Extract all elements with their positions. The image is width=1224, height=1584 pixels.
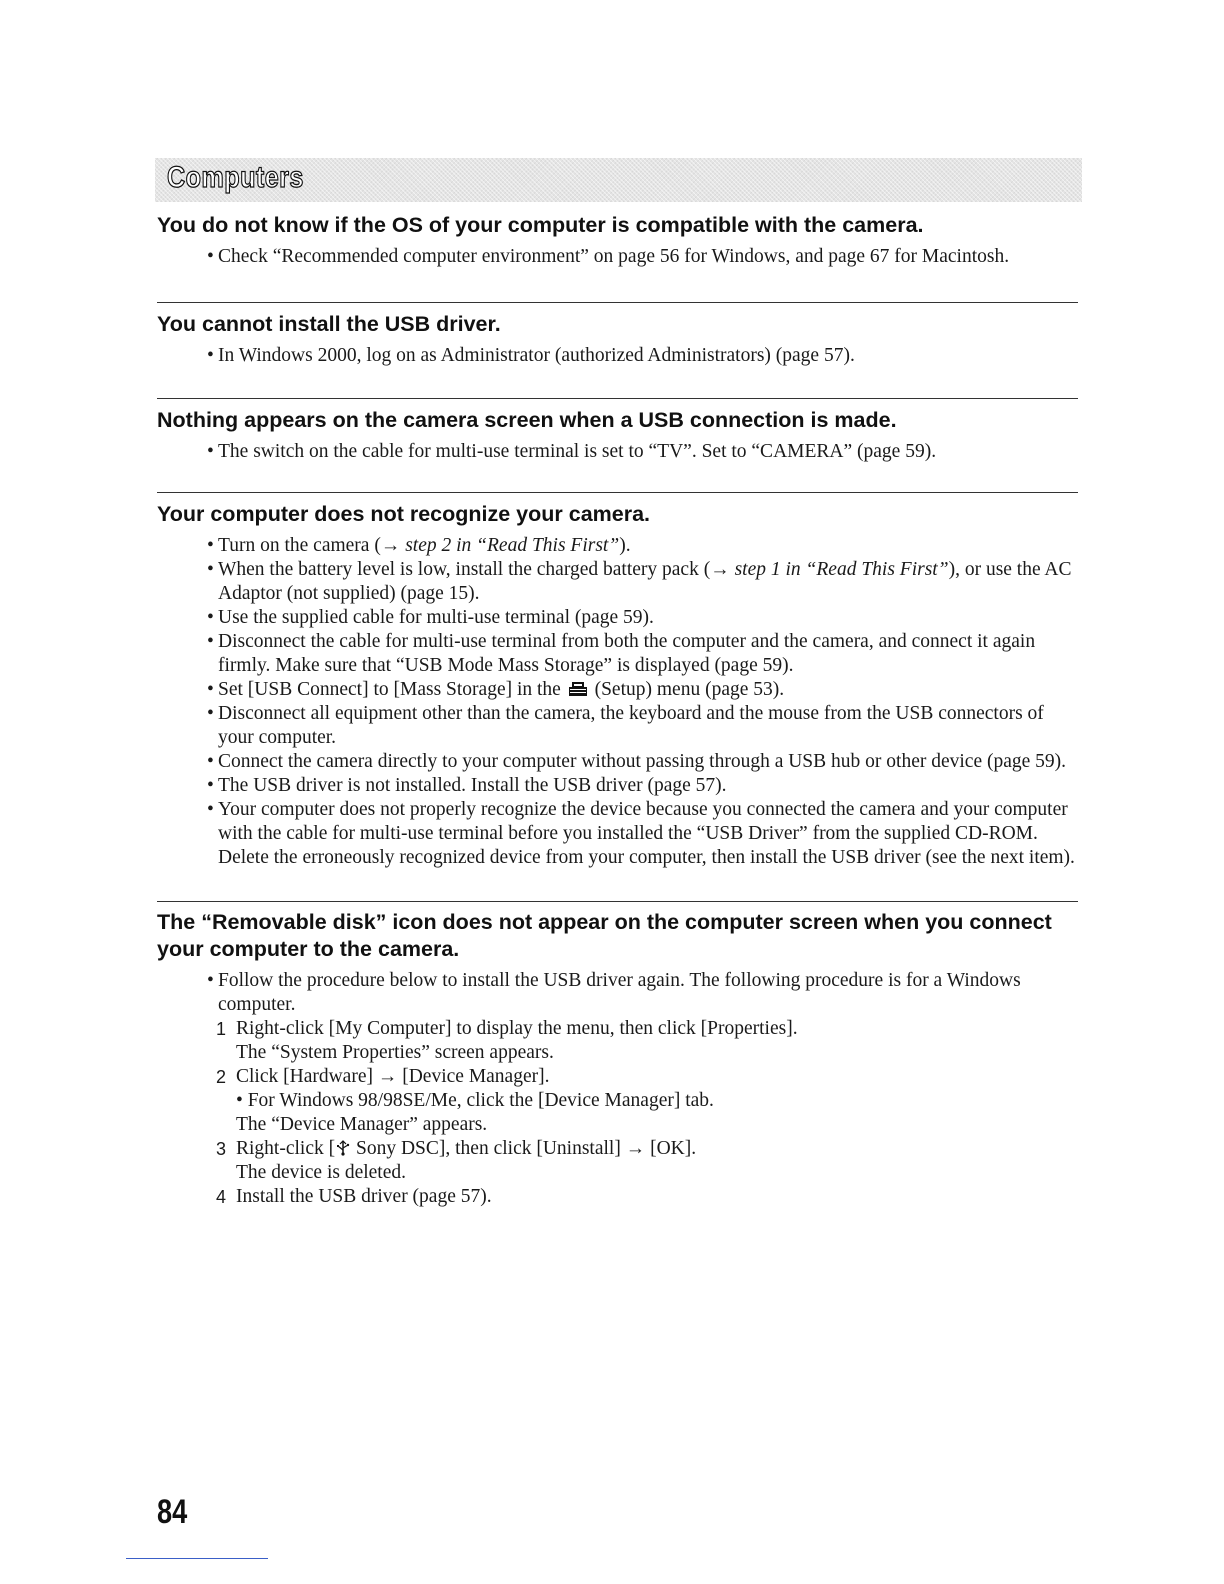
divider — [157, 492, 1078, 493]
qa-item — [157, 501, 1078, 870]
problem-heading: The “Removable disk” icon does not appear on the computer screen when you connect your computer to the camera. — [157, 910, 1052, 961]
solution-item: • Set [USB Connect] to [Mass Storage] in the (Setup) menu (page 53). — [207, 679, 785, 700]
usb-device-icon — [335, 1140, 351, 1156]
step-result: The device is deleted. — [236, 1162, 407, 1183]
setup-icon — [568, 680, 588, 697]
qa-item — [157, 407, 1078, 464]
procedure-steps — [218, 1017, 1078, 1209]
problem-heading: You do not know if the OS of your computer is compatible with the camera. — [157, 213, 924, 237]
divider — [157, 302, 1078, 303]
troubleshooting-content — [157, 212, 1078, 1209]
section-banner — [155, 158, 1082, 202]
qa-item — [157, 212, 1078, 269]
step-result: The “Device Manager” appears. — [236, 1114, 488, 1135]
problem-heading: Nothing appears on the camera screen when a USB connection is made. — [157, 408, 897, 432]
solution-list — [207, 440, 1078, 464]
solution-list — [207, 969, 1078, 1017]
solution-list — [207, 344, 1078, 368]
solution-item: • When the battery level is low, install the charged battery pack (→ step 1 in “Read This First”), or use the AC Adaptor (not supplied) (page 15). — [207, 559, 1072, 604]
arrow-glyph: → — [625, 1138, 646, 1159]
divider — [157, 901, 1078, 902]
qa-item — [157, 909, 1078, 1209]
footer-rule — [126, 1558, 268, 1559]
section-title: Computers — [167, 161, 304, 194]
arrow-glyph: → — [710, 559, 730, 580]
solution-item: • Connect the camera directly to your computer without passing through a USB hub or other device (page 59). — [207, 751, 1067, 772]
solution-list — [207, 534, 1078, 870]
solution-item: • The switch on the cable for multi-use terminal is set to “TV”. Set to “CAMERA” (page 59). — [207, 441, 937, 462]
solution-item: • The USB driver is not installed. Install the USB driver (page 57). — [207, 775, 727, 796]
page-number: 84 — [157, 1493, 188, 1531]
step-result: The “System Properties” screen appears. — [236, 1042, 554, 1063]
problem-heading: You cannot install the USB driver. — [157, 312, 501, 336]
procedure-step: 3 Right-click [ Sony DSC], then click [Uninstall] → [OK]. The device is deleted. — [216, 1137, 1078, 1185]
arrow-glyph: → — [377, 1066, 398, 1087]
procedure-step: 2 Click [Hardware] → [Device Manager]. • For Windows 98/98SE/Me, click the [Device Manager] tab. The “Device Manager” appears. — [216, 1065, 1078, 1137]
divider — [157, 398, 1078, 399]
arrow-glyph: → — [380, 535, 401, 556]
procedure-step: 1 Right-click [My Computer] to display the menu, then click [Properties]. The “System Properties” screen appears. — [216, 1017, 1078, 1065]
solution-item: • Turn on the camera (→ step 2 in “Read This First”). — [207, 535, 631, 556]
solution-item: • Follow the procedure below to install the USB driver again. The following procedure is for a Windows computer. — [207, 970, 1021, 1015]
solution-item: • Disconnect the cable for multi-use terminal from both the computer and the camera, and connect it again firmly. Make sure that “USB Mode Mass Storage” is displayed (page 59). — [207, 631, 1036, 676]
problem-heading: Your computer does not recognize your camera. — [157, 502, 651, 526]
solution-item: • Check “Recommended computer environment” on page 56 for Windows, and page 67 for Macintosh. — [207, 246, 1010, 267]
step-sub-bullet: • For Windows 98/98SE/Me, click the [Device Manager] tab. — [236, 1090, 714, 1111]
solution-item: • Disconnect all equipment other than the camera, the keyboard and the mouse from the USB connectors of your computer. — [207, 703, 1044, 748]
solution-item: • Your computer does not properly recognize the device because you connected the camera and your computer with the cable for multi-use terminal before you installed the “USB Driver” from the supplied CD-ROM. Delete the erroneously recognized device from your computer, then install the USB driver (see the next item). — [207, 799, 1075, 868]
qa-item — [157, 311, 1078, 368]
solution-list — [207, 245, 1078, 269]
solution-item: • Use the supplied cable for multi-use terminal (page 59). — [207, 607, 654, 628]
solution-item: • In Windows 2000, log on as Administrator (authorized Administrators) (page 57). — [207, 345, 855, 366]
procedure-step: 4 Install the USB driver (page 57). — [216, 1186, 492, 1207]
